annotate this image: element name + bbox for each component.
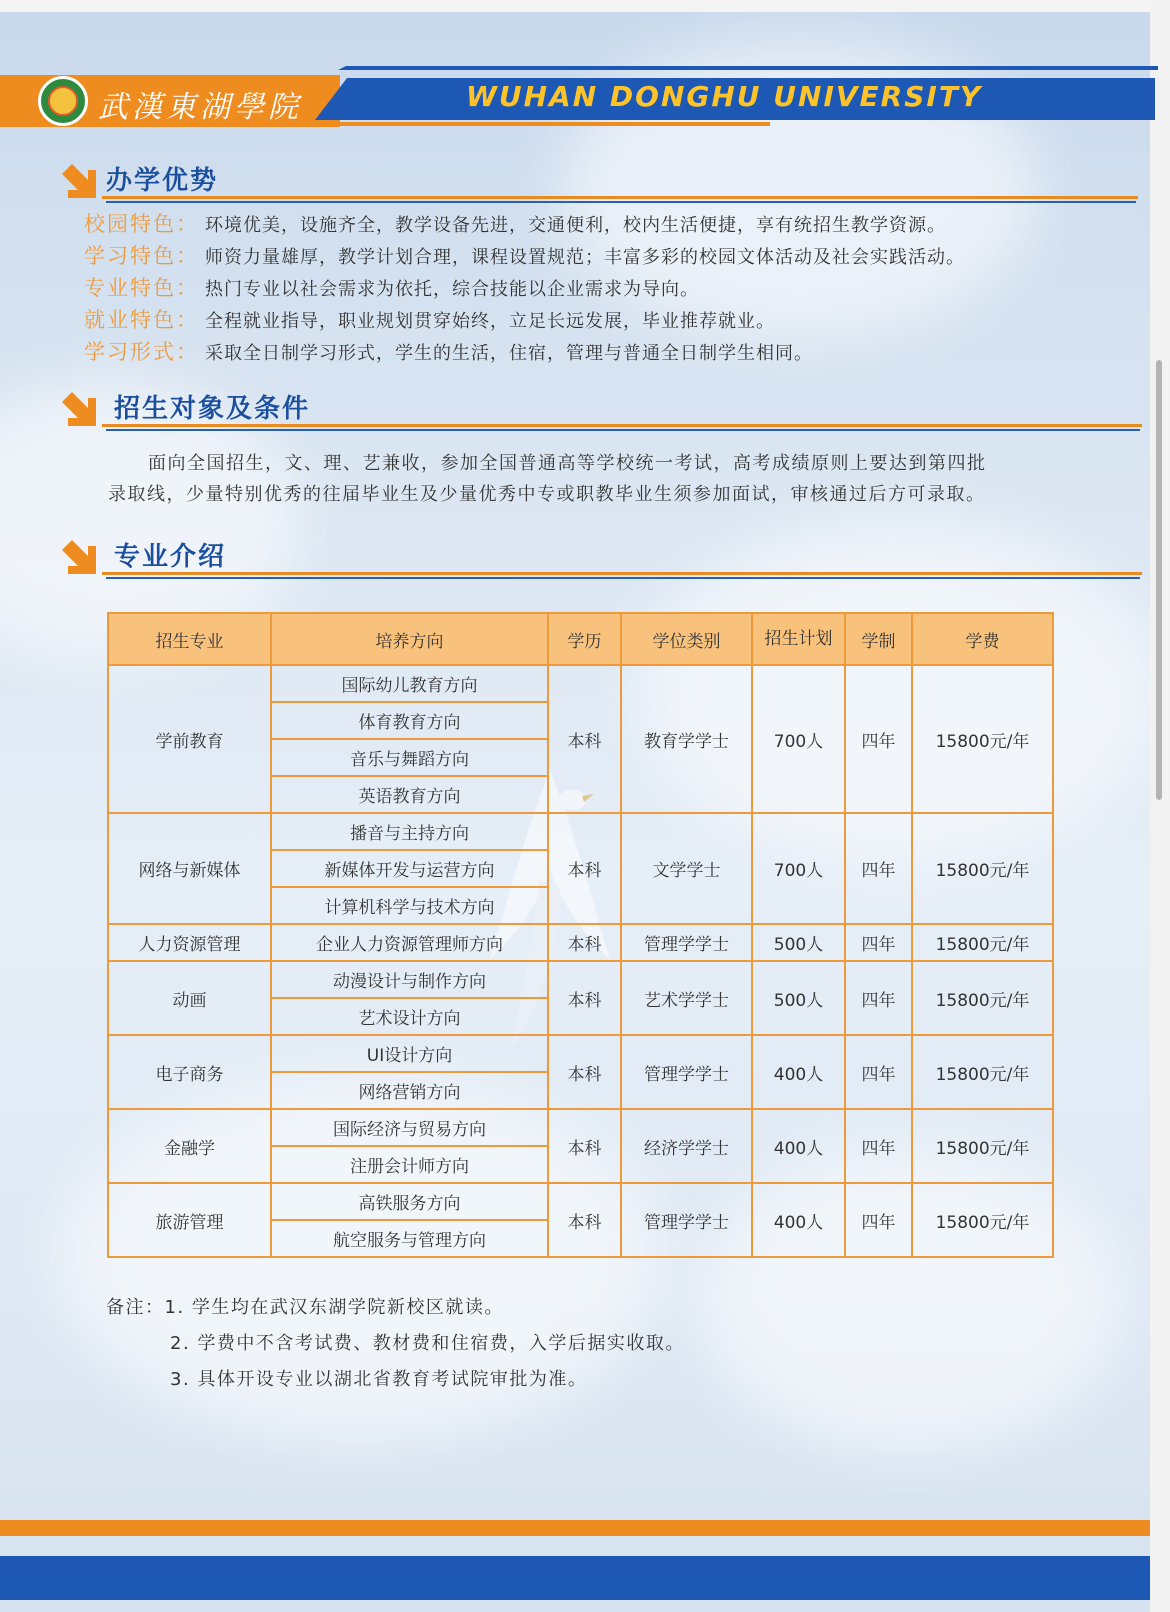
years-cell: 四年 [845,1035,912,1109]
plan-cell: 400人 [752,1109,845,1183]
note-item: 3. 具体开设专业以湖北省教育考试院审批为准。 [170,1369,588,1390]
column-header: 学历 [548,613,621,665]
university-logo-icon [38,76,88,126]
section-title: 办学优势 [106,166,219,196]
years-cell: 四年 [845,813,912,924]
degree-cell: 本科 [548,813,621,924]
feature-label: 学习特色： [84,244,199,268]
notes-prefix: 备注： [106,1297,165,1318]
column-header: 招生计划 [752,613,845,665]
arrow-down-right-icon [62,540,98,576]
footer-blue-bar [0,1556,1150,1600]
direction-cell: 音乐与舞蹈方向 [271,739,548,776]
direction-cell: 企业人力资源管理师方向 [271,924,548,961]
enrollment-line-2: 录取线，少量特别优秀的往届毕业生及少量优秀中专或职教毕业生须参加面试，审核通过后方可录取。 [108,484,986,505]
table-row [108,1035,1053,1072]
major-cell: 金融学 [108,1109,271,1183]
feature-text: 环境优美，设施齐全，教学设备先进，交通便利，校内生活便捷，享有统招生教学资源。 [205,215,946,236]
plan-cell: 500人 [752,961,845,1035]
direction-cell: 动漫设计与制作方向 [271,961,548,998]
enrollment-paragraph [108,448,1068,510]
direction-cell: 新媒体开发与运营方向 [271,850,548,887]
direction-cell: 网络营销方向 [271,1072,548,1109]
feature-label: 专业特色： [84,276,199,300]
scrollbar[interactable] [1156,360,1162,800]
feature-label: 就业特色： [84,308,199,332]
fee-cell: 15800元/年 [912,1183,1053,1257]
direction-cell: 注册会计师方向 [271,1146,548,1183]
direction-cell: 航空服务与管理方向 [271,1220,548,1257]
direction-cell: 英语教育方向 [271,776,548,813]
degree-cell: 本科 [548,1183,621,1257]
direction-cell: 艺术设计方向 [271,998,548,1035]
plan-cell: 400人 [752,1183,845,1257]
column-header: 学位类别 [621,613,752,665]
feature-label: 学习形式： [84,340,199,364]
column-header: 培养方向 [271,613,548,665]
section-advantages [62,160,1082,204]
degree-cell: 本科 [548,1109,621,1183]
degree-cell: 本科 [548,665,621,813]
arrow-down-right-icon [62,164,98,200]
feature-text: 师资力量雄厚，教学计划合理，课程设置规范；丰富多彩的校园文体活动及社会实践活动。 [205,247,965,268]
feature-text: 全程就业指导，职业规划贯穿始终，立足长远发展，毕业推荐就业。 [205,311,775,332]
category-cell: 教育学学士 [621,665,752,813]
degree-cell: 本科 [548,1035,621,1109]
table-row [108,665,1053,702]
major-cell: 学前教育 [108,665,271,813]
direction-cell: UI设计方向 [271,1035,548,1072]
footer-orange-bar [0,1520,1150,1536]
years-cell: 四年 [845,1183,912,1257]
category-cell: 艺术学学士 [621,961,752,1035]
section-title: 专业介绍 [114,542,227,572]
arrow-down-right-icon [62,392,98,428]
note-item: 2. 学费中不含考试费、教材费和住宿费，入学后据实收取。 [170,1333,685,1354]
section-enrollment [62,388,1082,432]
feature-text: 热门专业以社会需求为依托，综合技能以企业需求为导向。 [205,279,699,300]
degree-cell: 本科 [548,961,621,1035]
major-cell: 人力资源管理 [108,924,271,961]
direction-cell: 播音与主持方向 [271,813,548,850]
feature-row [84,208,946,238]
years-cell: 四年 [845,665,912,813]
feature-row [84,304,775,334]
feature-text: 采取全日制学习形式，学生的生活，住宿，管理与普通全日制学生相同。 [205,343,813,364]
plan-cell: 700人 [752,813,845,924]
column-header: 招生专业 [108,613,271,665]
plan-cell: 700人 [752,665,845,813]
table-row [108,1183,1053,1220]
degree-cell: 本科 [548,924,621,961]
major-cell: 旅游管理 [108,1183,271,1257]
column-header: 学费 [912,613,1053,665]
majors-table [107,612,1054,1258]
category-cell: 管理学学士 [621,1035,752,1109]
feature-row [84,336,813,366]
fee-cell: 15800元/年 [912,1035,1053,1109]
direction-cell: 国际幼儿教育方向 [271,665,548,702]
feature-label: 校园特色： [84,212,199,236]
direction-cell: 高铁服务方向 [271,1183,548,1220]
plan-cell: 400人 [752,1035,845,1109]
fee-cell: 15800元/年 [912,961,1053,1035]
notes [106,1290,685,1398]
fee-cell: 15800元/年 [912,813,1053,924]
years-cell: 四年 [845,1109,912,1183]
column-header: 学制 [845,613,912,665]
table-row [108,813,1053,850]
category-cell: 文学学士 [621,813,752,924]
note-item: 1. 学生均在武汉东湖学院新校区就读。 [164,1297,504,1318]
feature-row [84,272,699,302]
direction-cell: 国际经济与贸易方向 [271,1109,548,1146]
section-majors [62,536,1082,580]
years-cell: 四年 [845,961,912,1035]
years-cell: 四年 [845,924,912,961]
major-cell: 动画 [108,961,271,1035]
fee-cell: 15800元/年 [912,924,1053,961]
enrollment-line-1: 面向全国招生，文、理、艺兼收，参加全国普通高等学校统一考试，高考成绩原则上要达到第四批 [148,453,987,474]
right-strip [1150,0,1170,1612]
direction-cell: 计算机科学与技术方向 [271,887,548,924]
direction-cell: 体育教育方向 [271,702,548,739]
section-title: 招生对象及条件 [114,394,311,424]
table-row [108,1109,1053,1146]
top-strip [0,0,1170,12]
fee-cell: 15800元/年 [912,665,1053,813]
major-cell: 网络与新媒体 [108,813,271,924]
table-header-row [108,613,1053,665]
feature-row [84,240,965,270]
fee-cell: 15800元/年 [912,1109,1053,1183]
category-cell: 管理学学士 [621,924,752,961]
university-name-en: WUHAN DONGHU UNIVERSITY [466,80,983,113]
plan-cell: 500人 [752,924,845,961]
table-row [108,924,1053,961]
table-row [108,961,1053,998]
category-cell: 经济学学士 [621,1109,752,1183]
major-cell: 电子商务 [108,1035,271,1109]
category-cell: 管理学学士 [621,1183,752,1257]
university-name-cn: 武漢東湖學院 [98,90,302,125]
